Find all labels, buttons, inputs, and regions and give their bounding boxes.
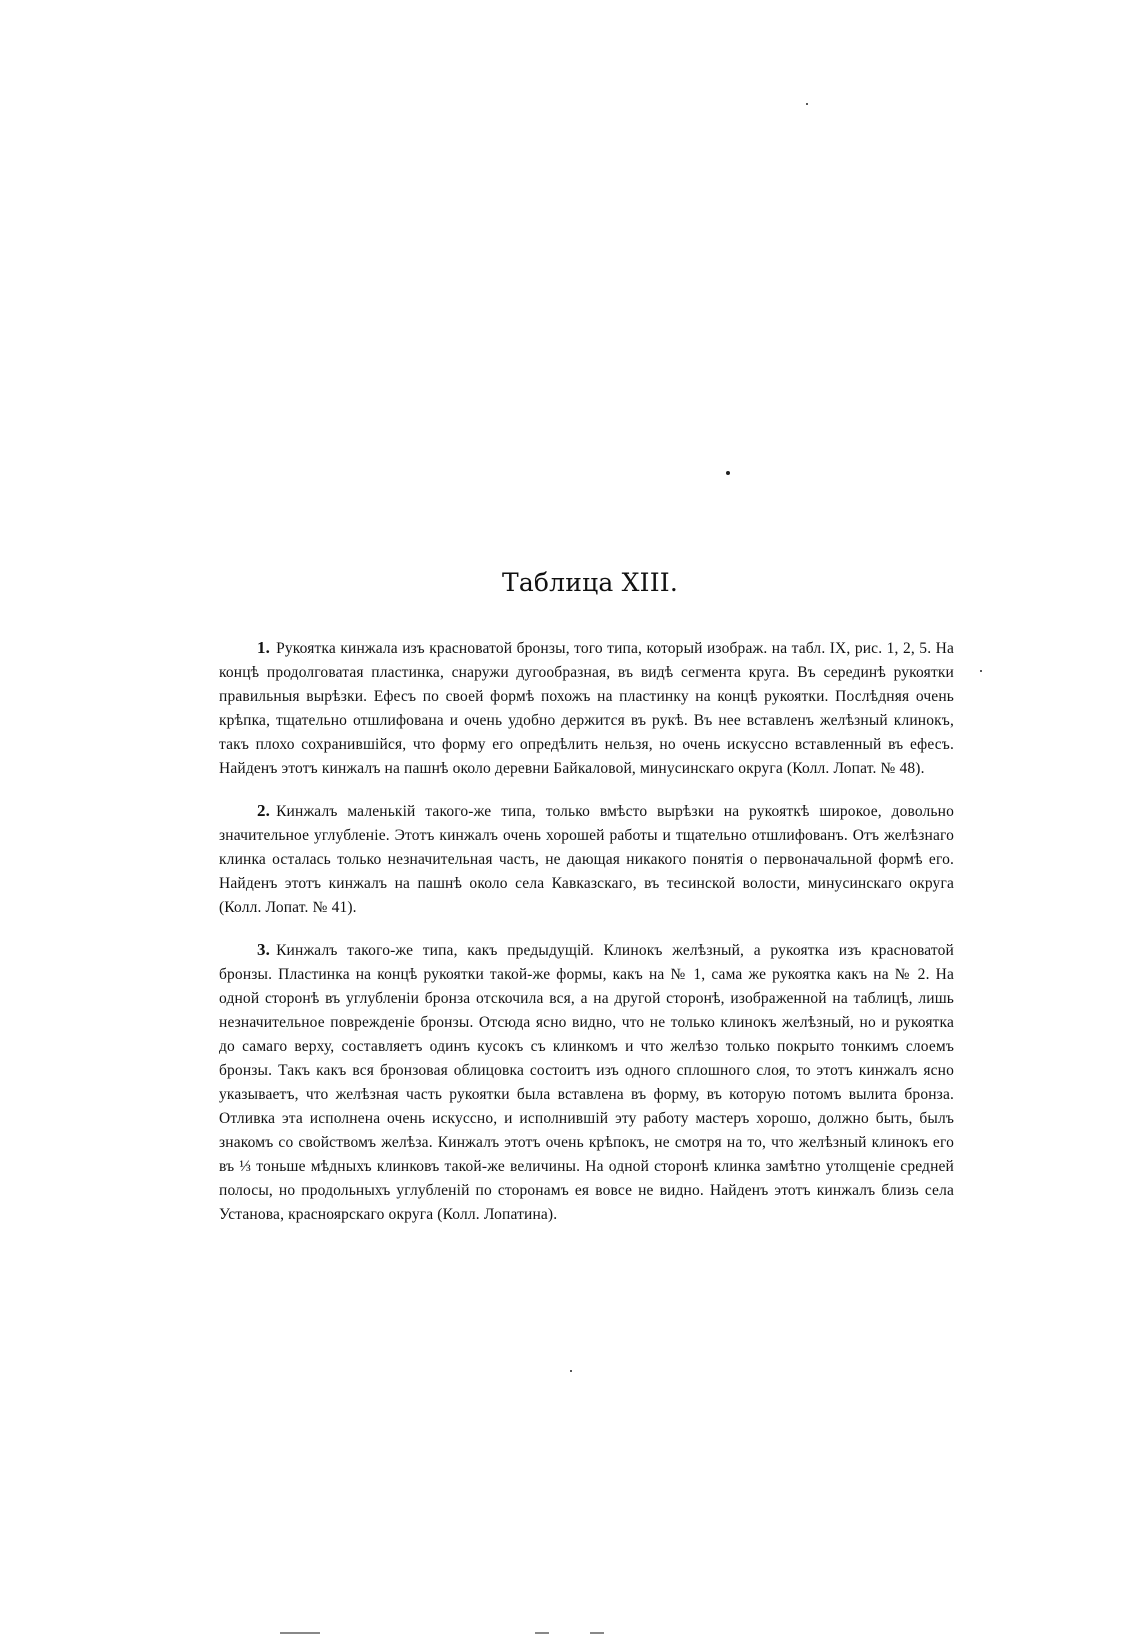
ink-speck bbox=[980, 670, 982, 672]
entry-number: 2. bbox=[257, 801, 271, 820]
entries-list bbox=[219, 636, 954, 1245]
entry-number: 1. bbox=[257, 638, 271, 657]
entry-text: Кинжалъ такого-же типа, какъ предыдущій. Клинокъ желѣзный, а рукоятка изъ красноватой бронзы. Пластинка на концѣ рукоятки такой-же формы, какъ на № 1, сама же рукоятка какъ на № 2. На одной сторонѣ въ углубленіи бронза отскочила вся, а на другой сторонѣ, изображенной на таблицѣ, лишь незначительное поврежденіе бронзы. Отсюда ясно видно, что не только клинокъ желѣзный, но и рукоятка до самаго верху, составляетъ одинъ кусокъ съ клинкомъ и что желѣзо только покрыто тонкимъ слоемъ бронзы. Такъ какъ вся бронзовая облицовка состоитъ изъ одного сплошного слоя, то этотъ кинжалъ ясно указываетъ, что желѣзная часть рукоятки была вставлена въ форму, въ которую потомъ вылита бронза. Отливка эта исполнена очень искуссно, и исполнившій эту работу мастеръ хорошо, должно быть, былъ знакомъ со свойствомъ желѣза. Кинжалъ этотъ очень крѣпокъ, не смотря на то, что желѣзный клинокъ его въ ⅓ тоньше мѣдныхъ клинковъ такой-же величины. На одной сторонѣ клинка замѣтно утолщеніе средней полосы, но продольныхъ углубленій по сторонамъ ея вовсе не видно. Найденъ этотъ кинжалъ близь села Установа, красноярскаго округа (Колл. Лопатина). bbox=[219, 942, 954, 1223]
ink-speck bbox=[726, 471, 730, 475]
scan-edge-marks bbox=[0, 1630, 1140, 1636]
entry-text: Рукоятка кинжала изъ красноватой бронзы, того типа, который изображ. на табл. IX, рис. 1, 2, 5. На концѣ продолговатая пластинка, снаружи дугообразная, въ видѣ сегмента круга. Въ серединѣ рукоятки правильныя вырѣзки. Ефесъ по своей формѣ похожъ на пластинку на концѣ рукоятки. Послѣдняя очень крѣпка, тщательно отшлифована и очень удобно держится въ рукѣ. Въ нее вставленъ желѣзный клинокъ, такъ плохо сохранившійся, что форму его опредѣлить нельзя, но очень искуссно вставленный въ ефесъ. Найденъ этотъ кинжалъ на пашнѣ около деревни Байкаловой, минусинскаго округа (Колл. Лопат. № 48). bbox=[219, 640, 954, 777]
scan-mark bbox=[535, 1632, 549, 1634]
ink-speck bbox=[570, 1370, 572, 1372]
entry-3 bbox=[219, 938, 954, 1227]
entry-text: Кинжалъ маленькій такого-же типа, только вмѣсто вырѣзки на рукояткѣ широкое, довольно значительное углубленіе. Этотъ кинжалъ очень хорошей работы и тщательно отшлифованъ. Отъ желѣзнаго клинка осталась только незначительная часть, не дающая никакого понятія о первоначальной формѣ его. Найденъ этотъ кинжалъ на пашнѣ около села Кавказскаго, въ тесинской волости, минусинскаго округа (Колл. Лопат. № 41). bbox=[219, 803, 954, 916]
scan-mark bbox=[280, 1632, 320, 1634]
page-title: Таблица XIII. bbox=[501, 568, 679, 597]
scan-mark bbox=[590, 1632, 604, 1634]
entry-2 bbox=[219, 799, 954, 920]
entry-number: 3. bbox=[257, 940, 271, 959]
ink-speck bbox=[806, 103, 808, 105]
entry-1 bbox=[219, 636, 954, 781]
